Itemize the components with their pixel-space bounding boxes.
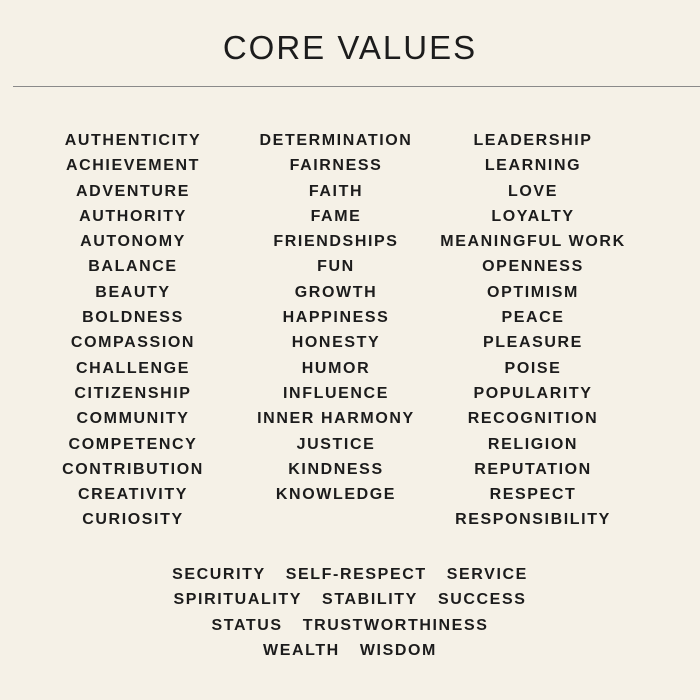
- value-item: INNER HARMONY: [257, 410, 415, 428]
- value-item: POISE: [504, 359, 562, 377]
- value-item: KINDNESS: [288, 460, 384, 478]
- value-item: TRUSTWORTHINESS: [302, 616, 489, 634]
- values-row: [0, 638, 700, 663]
- value-item: AUTHORITY: [79, 207, 187, 225]
- value-item: GROWTH: [294, 283, 378, 301]
- value-item: FUN: [317, 258, 355, 276]
- value-item: SPIRITUALITY: [173, 591, 303, 609]
- value-item: RESPECT: [489, 486, 577, 504]
- value-item: COMPETENCY: [68, 435, 198, 453]
- values-bottom-rows: [0, 562, 700, 663]
- value-item: ACHIEVEMENT: [65, 157, 201, 175]
- value-item: BOLDNESS: [82, 309, 184, 327]
- value-item: FRIENDSHIPS: [273, 233, 399, 251]
- value-item: STABILITY: [322, 591, 418, 609]
- value-item: FAME: [310, 207, 362, 225]
- value-item: OPTIMISM: [487, 283, 579, 301]
- value-item: CURIOSITY: [82, 511, 184, 529]
- values-row: [0, 562, 700, 587]
- value-item: MEANINGFUL WORK: [440, 233, 626, 251]
- title-divider: [13, 86, 700, 87]
- value-item: COMMUNITY: [76, 410, 190, 428]
- value-item: HAPPINESS: [282, 309, 390, 327]
- values-column-3: [413, 128, 653, 533]
- value-item: RESPONSIBILITY: [455, 511, 611, 529]
- value-item: BEAUTY: [95, 283, 171, 301]
- value-item: LEADERSHIP: [473, 132, 593, 149]
- value-item: PLEASURE: [483, 334, 583, 352]
- value-item: AUTONOMY: [80, 233, 186, 251]
- value-item: FAIRNESS: [289, 157, 383, 175]
- value-item: WISDOM: [359, 641, 437, 659]
- value-item: CONTRIBUTION: [62, 460, 204, 478]
- value-item: AUTHENTICITY: [64, 132, 202, 149]
- value-item: HUMOR: [301, 359, 371, 377]
- value-item: WEALTH: [263, 641, 340, 659]
- value-item: HONESTY: [291, 334, 381, 352]
- value-item: LOVE: [508, 182, 558, 200]
- value-item: STATUS: [211, 616, 283, 634]
- value-item: REPUTATION: [474, 460, 592, 478]
- value-item: LOYALTY: [491, 207, 575, 225]
- value-item: LEARNING: [484, 157, 582, 175]
- value-item: SUCCESS: [437, 591, 527, 609]
- value-item: CREATIVITY: [78, 486, 188, 504]
- values-row: [0, 613, 700, 638]
- value-item: JUSTICE: [296, 435, 376, 453]
- value-item: RELIGION: [487, 435, 579, 453]
- page-title: CORE VALUES: [222, 29, 478, 66]
- value-item: BALANCE: [88, 258, 178, 276]
- value-item: OPENNESS: [482, 258, 584, 276]
- value-item: SECURITY: [172, 566, 266, 583]
- value-item: DETERMINATION: [259, 132, 413, 149]
- value-item: KNOWLEDGE: [275, 486, 397, 504]
- value-item: FAITH: [308, 182, 364, 200]
- value-item: COMPASSION: [70, 334, 196, 352]
- value-item: ADVENTURE: [76, 182, 190, 200]
- value-item: CITIZENSHIP: [74, 384, 192, 402]
- values-row: [0, 587, 700, 612]
- value-item: INFLUENCE: [283, 384, 389, 402]
- value-item: CHALLENGE: [76, 359, 190, 377]
- value-item: POPULARITY: [473, 384, 593, 402]
- value-item: SELF-RESPECT: [285, 566, 427, 583]
- value-item: PEACE: [501, 309, 565, 327]
- value-item: SERVICE: [446, 566, 528, 583]
- value-item: RECOGNITION: [467, 410, 599, 428]
